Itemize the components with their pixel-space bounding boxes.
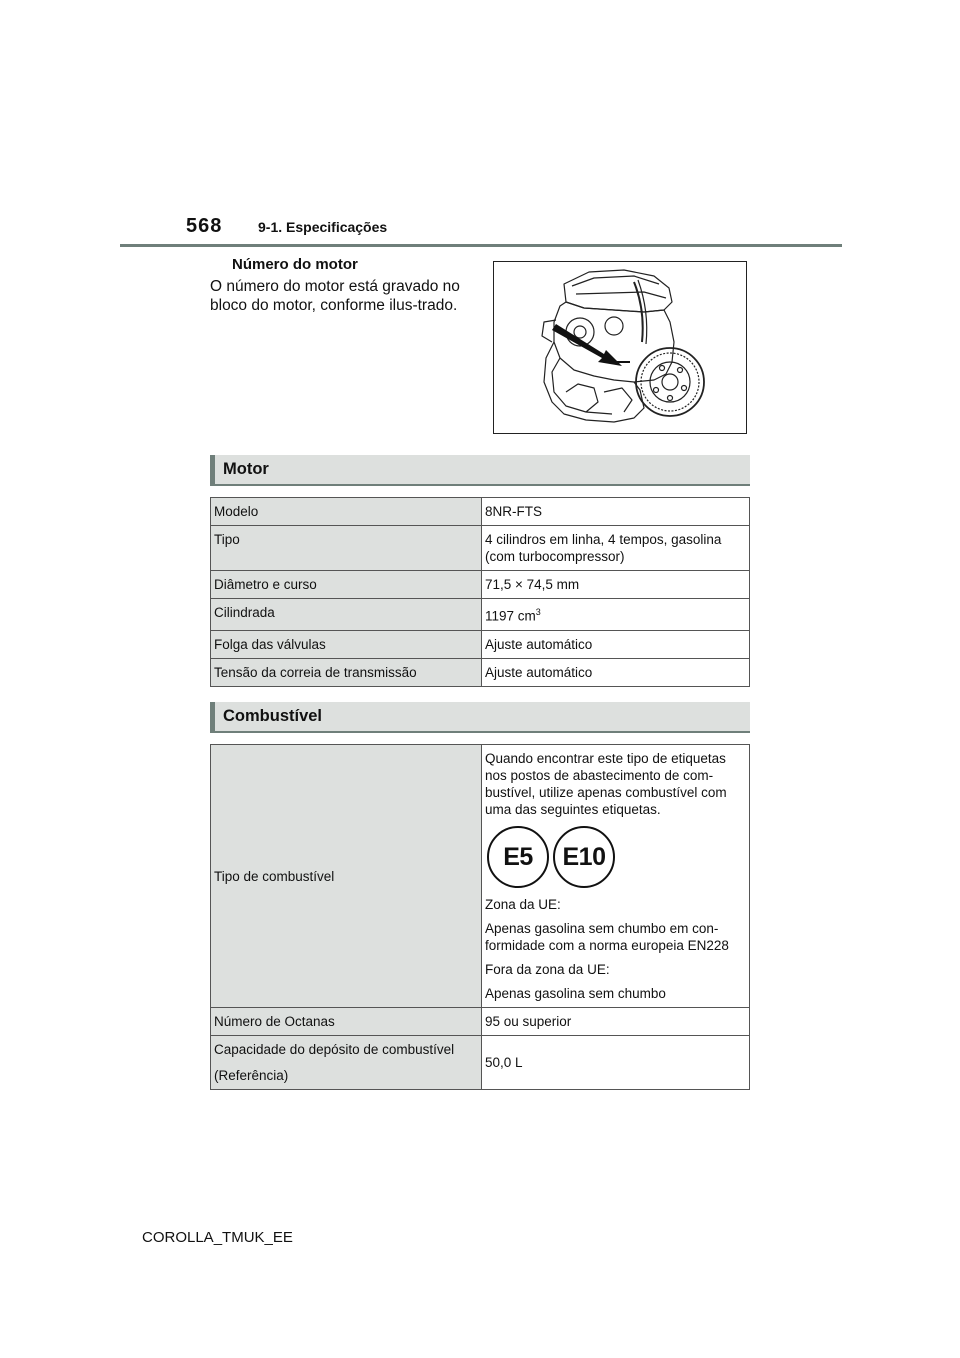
spec-label: Cilindrada — [211, 599, 482, 631]
spec-value: 71,5 × 74,5 mm — [482, 571, 750, 599]
table-row — [211, 630, 750, 658]
spec-value: 95 ou superior — [482, 1008, 750, 1036]
motor-section-title: Motor — [223, 460, 269, 478]
spec-label: Diâmetro e curso — [211, 571, 482, 599]
spec-value: Ajuste automático — [482, 658, 750, 686]
table-row — [211, 745, 750, 1008]
spec-label: Tipo — [211, 526, 482, 571]
fuel-label-badges — [487, 826, 746, 888]
tank-capacity-note: (Referência) — [214, 1068, 289, 1083]
spec-value: Ajuste automático — [482, 630, 750, 658]
table-row — [211, 526, 750, 571]
section-accent-bar — [210, 455, 215, 484]
e10-fuel-label-icon: E10 — [553, 826, 615, 888]
page-number: 568 — [186, 215, 223, 237]
spec-label: Tensão da correia de transmissão — [211, 658, 482, 686]
section-accent-bar — [210, 702, 215, 731]
spec-value — [482, 599, 750, 631]
spec-value: 4 cilindros em linha, 4 tempos, gasolina (com turbocompressor) — [482, 526, 750, 571]
non-eu-zone-text: Apenas gasolina sem chumbo — [485, 986, 666, 1001]
spec-label — [211, 1036, 482, 1090]
engine-number-heading: Número do motor — [232, 256, 358, 273]
engine-illustration — [493, 261, 747, 434]
spec-label: Número de Octanas — [211, 1008, 482, 1036]
table-row — [211, 1036, 750, 1090]
motor-spec-table — [210, 497, 750, 687]
table-row — [211, 599, 750, 631]
document-footer: COROLLA_TMUK_EE — [142, 1229, 293, 1246]
non-eu-zone-label: Fora da zona da UE: — [485, 962, 610, 977]
table-row — [211, 571, 750, 599]
eu-zone-text: Apenas gasolina sem chumbo em con-formidade com a norma europeia EN228 — [485, 921, 729, 953]
motor-section-header — [210, 455, 750, 486]
eu-zone-label: Zona da UE: — [485, 897, 561, 912]
table-row — [211, 498, 750, 526]
fuel-spec-table — [210, 744, 750, 1090]
spec-value — [482, 745, 750, 1008]
table-row — [211, 658, 750, 686]
spec-value: 50,0 L — [482, 1036, 750, 1090]
spec-label: Modelo — [211, 498, 482, 526]
fuel-label-intro: Quando encontrar este tipo de etiquetas nos postos de abastecimento de com-bustível, utilize apenas combustível com uma das seguintes etiquetas. — [485, 751, 727, 817]
section-label: 9-1. Especificações — [258, 219, 388, 235]
spec-value: 8NR-FTS — [482, 498, 750, 526]
e5-fuel-label-icon: E5 — [487, 826, 549, 888]
engine-number-text: O número do motor está gravado no bloco do motor, conforme ilus-trado. — [210, 278, 460, 314]
fuel-section-header — [210, 702, 750, 733]
spec-label: Folga das válvulas — [211, 630, 482, 658]
spec-label: Tipo de combustível — [211, 745, 482, 1008]
fuel-section-title: Combustível — [223, 707, 323, 725]
displacement-value: 1197 cm — [485, 608, 536, 624]
header-rule — [120, 244, 842, 247]
engine-block-icon — [494, 262, 746, 433]
tank-capacity-label: Capacidade do depósito de combustível — [214, 1042, 455, 1057]
table-row — [211, 1008, 750, 1036]
displacement-unit-exponent: 3 — [535, 607, 541, 617]
